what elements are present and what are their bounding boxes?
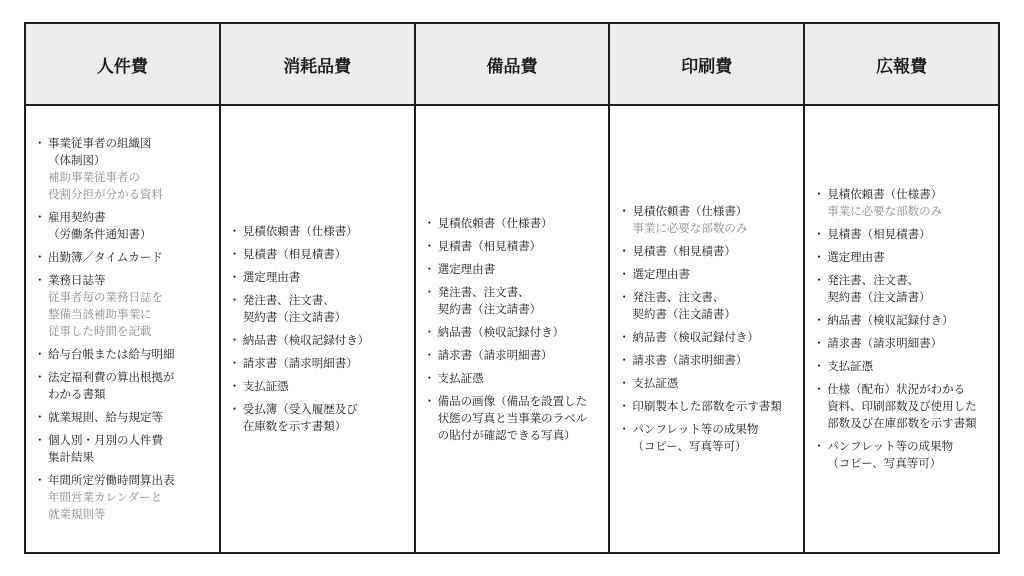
item-text: ・ 支払証憑	[231, 378, 408, 395]
item-note: 従事した時間を記載	[48, 324, 152, 338]
item-text: （体制図）	[48, 153, 106, 167]
item-text: ・ 納品書（検収記録付き）	[815, 312, 992, 329]
cell-personnel	[26, 106, 219, 552]
item-text: （労働条件通知書）	[48, 227, 152, 241]
item-text: ・ 業務日誌等	[36, 272, 213, 289]
list-item	[620, 289, 797, 323]
item-text: ・ 納品書（検収記録付き）	[620, 329, 797, 346]
item-text: 契約書（注文請書）	[242, 310, 347, 324]
list-item	[36, 135, 213, 203]
list-item	[231, 401, 408, 435]
list-item	[815, 381, 992, 432]
list-item	[426, 347, 603, 364]
item-text: ・ 印刷製本した部数を示す書類	[620, 398, 797, 415]
item-text: ・ 支払証憑	[426, 370, 603, 387]
list-item	[36, 472, 213, 523]
item-text: 契約書（注文請書）	[437, 301, 542, 316]
list-item	[620, 266, 797, 283]
item-text: ・ 備品の画像（備品を設置した	[426, 393, 603, 410]
list-item	[426, 324, 603, 341]
list-item	[36, 209, 213, 243]
item-text: の貼付が確認できる写真）	[437, 427, 576, 442]
item-text: ・ 選定理由書	[815, 249, 992, 266]
list-item	[620, 203, 797, 237]
header-consumables: 消耗品費	[219, 24, 414, 104]
doc-list	[231, 223, 408, 435]
list-item	[815, 335, 992, 352]
item-text: 契約書（注文請書）	[632, 307, 736, 321]
item-text: ・ 請求書（請求明細書）	[426, 347, 603, 364]
list-item	[815, 226, 992, 243]
item-text: 集計結果	[48, 450, 94, 464]
item-text: ・ 発注書、注文書、	[620, 289, 797, 306]
item-text: ・ 出勤簿／タイムカード	[36, 249, 213, 266]
item-text: ・ 選定理由書	[231, 269, 408, 286]
item-text: ・ 請求書（請求明細書）	[815, 335, 992, 352]
cell-equipment	[414, 106, 609, 552]
list-item	[231, 246, 408, 263]
list-item	[36, 432, 213, 466]
doc-list	[620, 203, 797, 455]
cell-printing	[608, 106, 803, 552]
list-item	[426, 238, 603, 255]
item-text: ・ 法定福利費の算出根拠が	[36, 369, 213, 386]
item-text: ・ 納品書（検収記録付き）	[231, 332, 408, 349]
item-note: 就業規則等	[48, 507, 106, 521]
item-text: ・ 個人別・月別の人件費	[36, 432, 213, 449]
item-note: 補助事業従事者の	[48, 170, 140, 184]
list-item	[231, 292, 408, 326]
item-text: ・ 発注書、注文書、	[815, 272, 992, 289]
header-row	[26, 24, 998, 106]
item-text: 状態の写真と当事業のラベル	[437, 410, 588, 425]
header-publicity: 広報費	[803, 24, 998, 104]
item-text: ・ 見積依頼書（仕様書）	[426, 215, 603, 232]
item-text: ・ 納品書（検収記録付き）	[426, 324, 603, 341]
list-item	[426, 284, 603, 318]
list-item	[815, 186, 992, 220]
item-note: 役割分担が分かる資料	[48, 187, 163, 201]
list-item	[36, 346, 213, 363]
item-note: 整備当該補助事業に	[48, 307, 152, 321]
header-printing: 印刷費	[608, 24, 803, 104]
doc-list	[815, 186, 992, 472]
item-text: （コピー、写真等可）	[632, 439, 747, 453]
item-note: 事業に必要な部数のみ	[632, 221, 748, 235]
expense-documents-table	[24, 22, 1000, 554]
header-personnel: 人件費	[96, 56, 148, 77]
list-item	[36, 409, 213, 426]
item-text: 契約書（注文請書）	[827, 290, 931, 304]
item-text: 部数及び在庫部数を示す書類	[827, 416, 977, 430]
item-text: ・ 給与台帳または給与明細	[36, 346, 213, 363]
item-text: ・ 選定理由書	[620, 266, 797, 283]
list-item	[620, 352, 797, 369]
item-text: （コピー、写真等可）	[827, 456, 942, 470]
doc-list	[426, 215, 603, 444]
item-text: ・ 発注書、注文書、	[426, 284, 603, 301]
list-item	[231, 355, 408, 372]
list-item	[426, 261, 603, 278]
item-text: ・ 就業規則、給与規定等	[36, 409, 213, 426]
item-text: ・ 請求書（請求明細書）	[231, 355, 408, 372]
list-item	[426, 215, 603, 232]
item-note: 従事者毎の業務日誌を	[48, 290, 163, 304]
body-row	[26, 106, 998, 552]
item-text: ・ 仕様（配布）状況がわかる	[815, 381, 992, 398]
cell-consumables	[219, 106, 414, 552]
list-item	[815, 438, 992, 472]
item-text: ・ 見積依頼書（仕様書）	[815, 186, 992, 203]
list-item	[620, 375, 797, 392]
item-text: ・ 年間所定労働時間算出表	[36, 472, 213, 489]
list-item	[815, 249, 992, 266]
list-item	[231, 332, 408, 349]
item-text: ・ 見積依頼書（仕様書）	[231, 223, 408, 240]
list-item	[815, 358, 992, 375]
doc-list	[36, 135, 213, 523]
list-item	[620, 398, 797, 415]
list-item	[426, 393, 603, 444]
item-note: 事業に必要な部数のみ	[827, 204, 943, 218]
item-text: ・ 見積書（相見積書）	[815, 226, 992, 243]
list-item	[36, 249, 213, 266]
header-equipment: 備品費	[414, 24, 609, 104]
item-text: ・ 発注書、注文書、	[231, 292, 408, 309]
item-text: ・ パンフレット等の成果物	[620, 421, 797, 438]
list-item	[620, 329, 797, 346]
item-text: ・ 雇用契約書	[36, 209, 213, 226]
list-item	[815, 312, 992, 329]
item-text: 在庫数を示す書類）	[242, 419, 347, 433]
item-text: ・ 見積書（相見積書）	[231, 246, 408, 263]
list-item	[36, 369, 213, 403]
item-text: ・ 支払証憑	[620, 375, 797, 392]
item-text: ・ 請求書（請求明細書）	[620, 352, 797, 369]
item-text: ・ パンフレット等の成果物	[815, 438, 992, 455]
item-text: ・ 見積書（相見積書）	[426, 238, 603, 255]
list-item	[231, 269, 408, 286]
item-note: 年間営業カレンダーと	[48, 490, 163, 504]
list-item	[231, 378, 408, 395]
list-item	[815, 272, 992, 306]
list-item	[231, 223, 408, 240]
list-item	[620, 421, 797, 455]
list-item	[426, 370, 603, 387]
list-item	[620, 243, 797, 260]
item-text: ・ 見積書（相見積書）	[620, 243, 797, 260]
cell-publicity	[803, 106, 998, 552]
item-text: ・ 選定理由書	[426, 261, 603, 278]
item-text: ・ 受払簿（受入履歴及び	[231, 401, 408, 418]
item-text: 資料、印刷部数及び使用した	[827, 399, 977, 413]
list-item	[36, 272, 213, 340]
item-text: ・ 見積依頼書（仕様書）	[620, 203, 797, 220]
item-text: ・ 事業従事者の組織図	[36, 135, 213, 152]
item-text: ・ 支払証憑	[815, 358, 992, 375]
item-text: わかる書類	[48, 387, 106, 401]
